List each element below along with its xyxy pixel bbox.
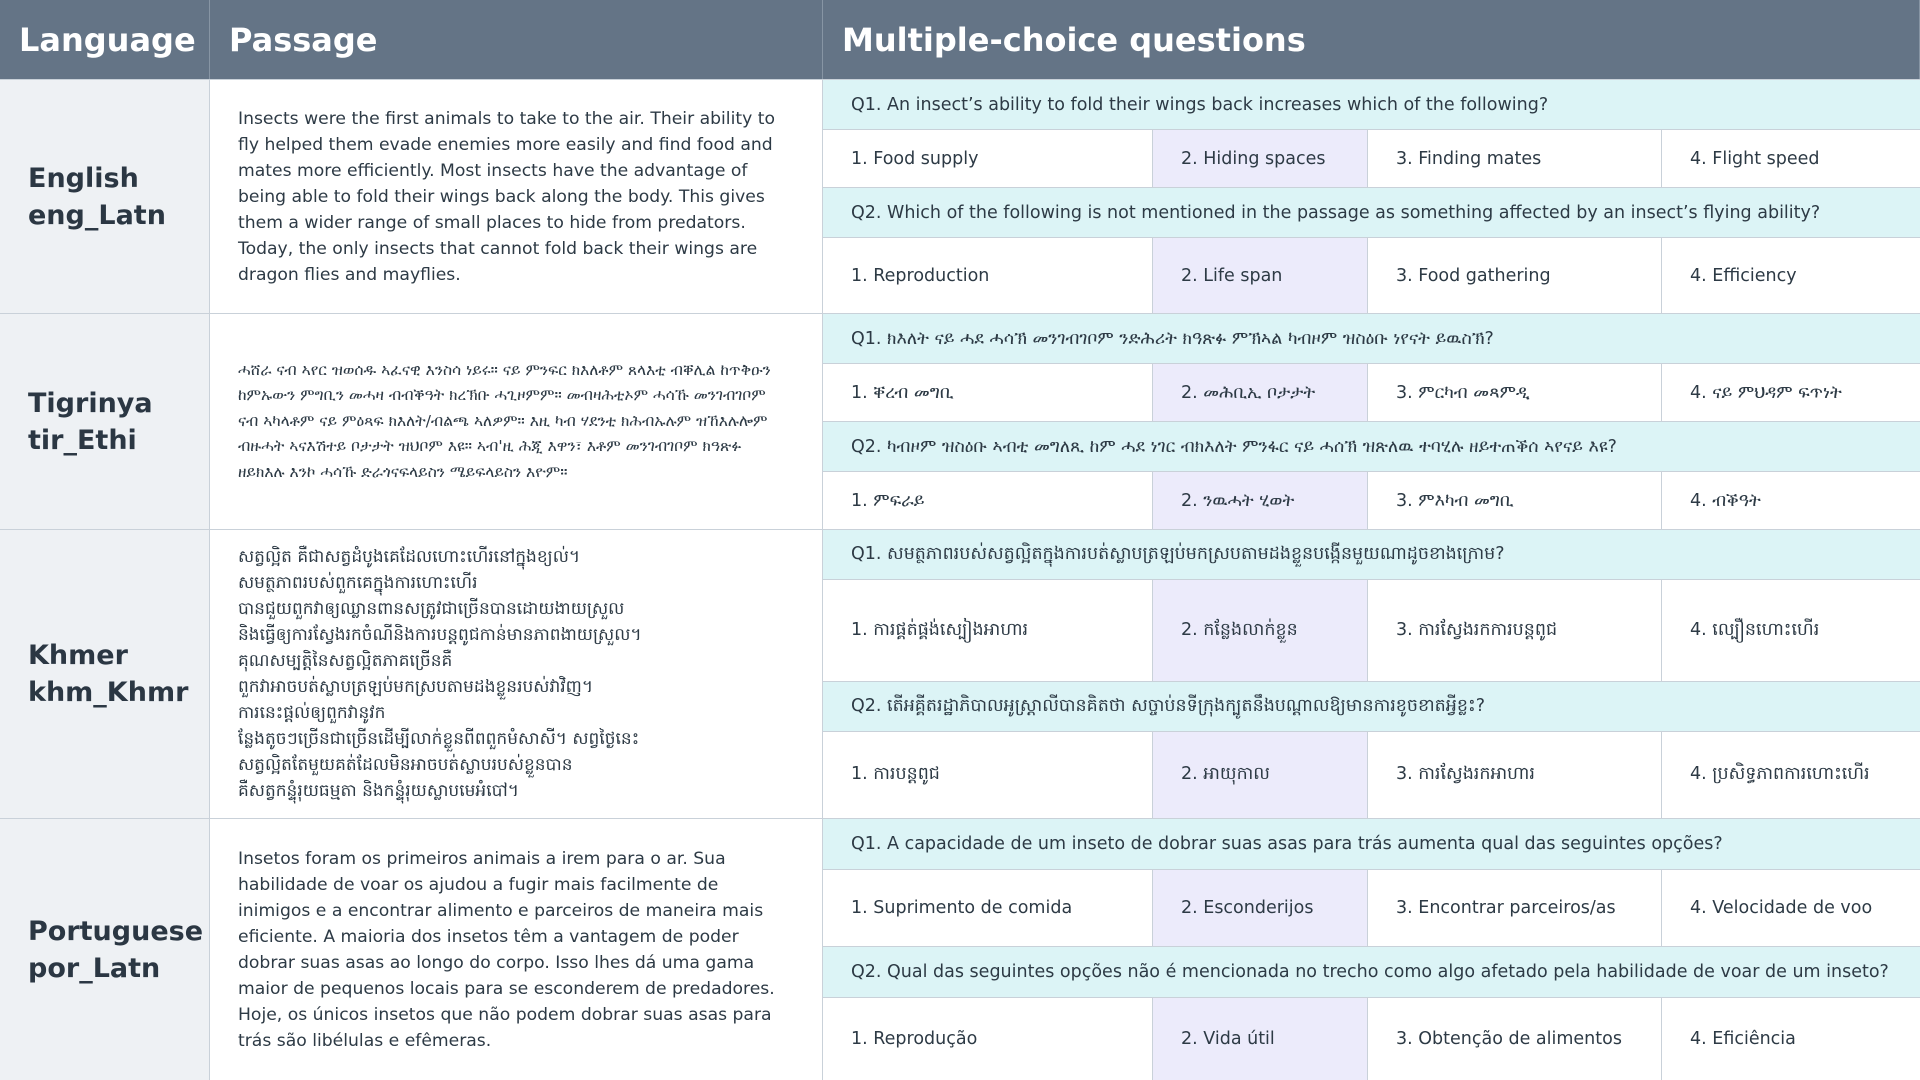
- language-cell-khmer: [0, 529, 210, 818]
- language-cell-tigrinya: [0, 313, 210, 529]
- option-1: 1. Suprimento de comida: [823, 870, 1153, 946]
- question-1: Q1. A capacidade de um inseto de dobrar suas asas para trás aumenta qual das seguintes opções?: [823, 819, 1920, 870]
- question-2: Q2. តើអគ្គីតរដ្ឋាភិបាលអូស្ត្រាលីបានគិតថា សច្ចាប់នទីក្រុងក្បូតនឹងបណ្តាលឱ្យមានការខូចខាតអ្វីខ្លះ?: [823, 682, 1920, 732]
- question-1-options: [823, 130, 1920, 188]
- option-4: 4. ብቕዓት: [1690, 490, 1761, 511]
- question-1-options: [823, 364, 1920, 422]
- language-name: Portuguese: [28, 915, 204, 947]
- option-3: 3. Encontrar parceiros/as: [1368, 870, 1662, 946]
- passage-text: Insetos foram os primeiros animais a irem para o ar. Sua habilidade de voar os ajudou a fugir mais facilmente de inimigos e a encontrar alimento e parceiros de maneira mais eficiente. A maioria dos insetos têm a vantagem de poder dobrar suas asas ao longo do corpo. Isso lhes dá uma gama maior de pequenos locais para se esconderem de predadores. Hoje, os únicos insetos que não podem dobrar suas asas para trás são libélulas e efêmeras.: [238, 848, 775, 1051]
- passage-line: សត្វល្អិតតែមួយគត់ដែលមិនអាចបត់ស្លាបរបស់ខ្លួនបាន: [238, 755, 573, 775]
- passage-text: Insects were the first animals to take to the air. Their ability to fly helped them evade enemies more easily and find food and mates more efficiently. Most insects have the advantage of being able to fold their wings back along the body. This gives them a wider range of small places to hide from predators. Today, the only insects that cannot fold back their wings are dragon flies and mayflies.: [238, 108, 775, 285]
- language-code: tir_Ethi: [28, 424, 137, 456]
- passage-line: ការនេះផ្តល់ឲ្យពួកវានូវក: [238, 703, 386, 723]
- option-2: 2. អាយុកាល: [1153, 732, 1368, 818]
- passage-line: គុណសម្បត្តិនៃសត្វល្អិតភាគច្រើនគឺ: [238, 651, 453, 671]
- language-code: eng_Latn: [28, 199, 166, 231]
- passage-line: គឺសត្វកន្ទុំរុយធម្មតា និងកន្ទុំរុយស្លាបមេអំបៅ។: [238, 781, 519, 801]
- question-1: Q1. ክእለት ናይ ሓደ ሓሳኽ መንገብገቦም ንድሕሪት ክዓጽፉ ምኽኣል ካብዞም ዝስዕቡ ነየናት ይዉስኽ?: [823, 314, 1920, 364]
- option-4: 4. ናይ ምህዳም ፍጥነት: [1690, 382, 1842, 403]
- option-2: 2. Hiding spaces: [1153, 130, 1368, 187]
- passage-cell-portuguese: [210, 818, 823, 1080]
- passage-column-header: Passage: [210, 0, 823, 79]
- questions-cell-tigrinya: [823, 313, 1920, 529]
- language-code: por_Latn: [28, 952, 161, 984]
- language-code: khm_Khmr: [28, 677, 189, 708]
- language-name: English: [28, 162, 139, 194]
- question-1: Q1. An insect’s ability to fold their wings back increases which of the following?: [823, 80, 1920, 130]
- questions-cell-portuguese: [823, 818, 1920, 1080]
- questions-cell-khmer: [823, 529, 1920, 818]
- option-2: 2. Life span: [1153, 238, 1368, 313]
- option-4: 4. ល្បឿនហោះហើរ: [1690, 619, 1820, 640]
- language-cell-portuguese: [0, 818, 210, 1080]
- question-2-options: [823, 238, 1920, 313]
- option-1: 1. ምፍራይ: [823, 472, 1153, 529]
- option-3: 3. Food gathering: [1368, 238, 1662, 313]
- question-1-options: [823, 580, 1920, 682]
- language-name: Khmer: [28, 640, 128, 671]
- passage-text: ሓሸራ ናብ ኣየር ዝወሰዱ ኣፈናዊ እንስሳ ነይሩ። ናይ ምንፍር ክእለቶም ጸላእቲ ብቐሊል ከጥቅዑን ከምኡውን ምግቢን መሓዛ ብብቕዓት ክረኽቡ ሓጊዞምም። መብዛሕቲኦም ሓሳኹ መንገብገቦም ናብ ኣካላቶም ናይ ምዕጻፍ ክእለት/ብልጫ ኣለዎም። እዚ ካብ ሃደንቲ ክሕብኡሉም ዝኸእሉሎም ብዙሓት ኣናእሽተይ ቦታታት ዝህቦም እዩ። ኣብ'ዚ ሕጂ እዋን፣ እቶም መንገብገቦም ክዓጽፉ ዘይክእሉ እንኮ ሓሳኹ ድራጎናፍላይስን ሜይፍላይስን እዮም።: [238, 360, 771, 481]
- option-1: 1. Reprodução: [823, 998, 1153, 1080]
- question-2-options: [823, 732, 1920, 818]
- passage-line: ន្លែងតូចៗច្រើនជាច្រើនដើម្បីលាក់ខ្លួនពីពពួកមំសាសី។ សព្វថ្ងៃនេះ: [238, 729, 640, 749]
- passage-line: បានជួយពួកវាឲ្យឈ្លានពានសត្រូវជាច្រើនបានដោយងាយស្រួល: [238, 599, 625, 619]
- question-2: Q2. Qual das seguintes opções não é mencionada no trecho como algo afetado pela habilidade de voar de um inseto?: [823, 947, 1920, 998]
- language-name: Tigrinya: [28, 387, 153, 419]
- questions-cell-english: [823, 79, 1920, 313]
- passage-cell-english: [210, 79, 823, 313]
- option-3: 3. ምርካብ መጻምዲ: [1368, 364, 1662, 421]
- option-3: 3. ምእካብ መግቢ: [1368, 472, 1662, 529]
- passage-line: សត្វល្អិត គឺជាសត្វដំបូងគេដែលហោះហើរនៅក្នុងខ្យល់។: [238, 547, 581, 567]
- question-1: Q1. សមត្ថភាពរបស់សត្វល្អិតក្នុងការបត់ស្លាបត្រឡប់មកស្របតាមដងខ្លួនបង្កើនមួយណាដូចខាងក្រោម?: [823, 530, 1920, 580]
- option-4: 4. Flight speed: [1690, 148, 1820, 169]
- language-cell-english: [0, 79, 210, 313]
- language-column-header: Language: [0, 0, 210, 79]
- question-2-options: [823, 998, 1920, 1080]
- option-4: 4. Velocidade de voo: [1690, 898, 1873, 918]
- question-2: Q2. Which of the following is not mentioned in the passage as something affected by an insect’s flying ability?: [823, 188, 1920, 238]
- question-2-options: [823, 472, 1920, 529]
- option-3: 3. Finding mates: [1368, 130, 1662, 187]
- passage-cell-tigrinya: [210, 313, 823, 529]
- option-4: 4. Eficiência: [1690, 1029, 1796, 1049]
- option-2: 2. ንዉሓት ሂወት: [1153, 472, 1368, 529]
- option-1: 1. ការផ្គត់ផ្គង់ស្បៀងអាហារ: [823, 580, 1153, 681]
- option-4: 4. Efficiency: [1690, 265, 1797, 286]
- passage-line: និងធ្វើឲ្យការស្វែងរកចំណីនិងការបន្តពូជកាន់មានភាពងាយស្រួល។: [238, 625, 642, 645]
- option-1: 1. Reproduction: [823, 238, 1153, 313]
- option-2: 2. Vida útil: [1153, 998, 1368, 1080]
- option-3: 3. ការស្វែងរកអាហារ: [1368, 732, 1662, 818]
- option-4: 4. ប្រសិទ្ធភាពការហោះហើរ: [1690, 764, 1870, 784]
- option-2: 2. መሕቢኢ ቦታታት: [1153, 364, 1368, 421]
- option-3: 3. ការស្វែងរកការបន្តពូជ: [1368, 580, 1662, 681]
- passage-text: [238, 544, 642, 804]
- questions-column-header: Multiple-choice questions: [823, 0, 1920, 79]
- question-2: Q2. ካብዞም ዝስዕቡ ኣብቲ መግለጺ ከም ሓደ ነገር ብክእለት ምንፋር ናይ ሓሰኽ ዝጽለዉ ተባሂሉ ዘይተጠቕሰ ኣየናይ እዩ?: [823, 422, 1920, 472]
- option-3: 3. Obtenção de alimentos: [1368, 998, 1662, 1080]
- option-1: 1. ቐረብ መግቢ: [823, 364, 1153, 421]
- passage-line: ពួកវាអាចបត់ស្លាបត្រឡប់មកស្របតាមដងខ្លួនរបស់វាវិញ។: [238, 677, 594, 697]
- passage-cell-khmer: [210, 529, 823, 818]
- option-1: 1. ការបន្តពូជ: [823, 732, 1153, 818]
- passage-line: សមត្ថភាពរបស់ពួកគេក្នុងការហោះហើរ: [238, 573, 478, 593]
- option-2: 2. កន្លែងលាក់ខ្លួន: [1153, 580, 1368, 681]
- option-2: 2. Esconderijos: [1153, 870, 1368, 946]
- option-1: 1. Food supply: [823, 130, 1153, 187]
- question-1-options: [823, 870, 1920, 947]
